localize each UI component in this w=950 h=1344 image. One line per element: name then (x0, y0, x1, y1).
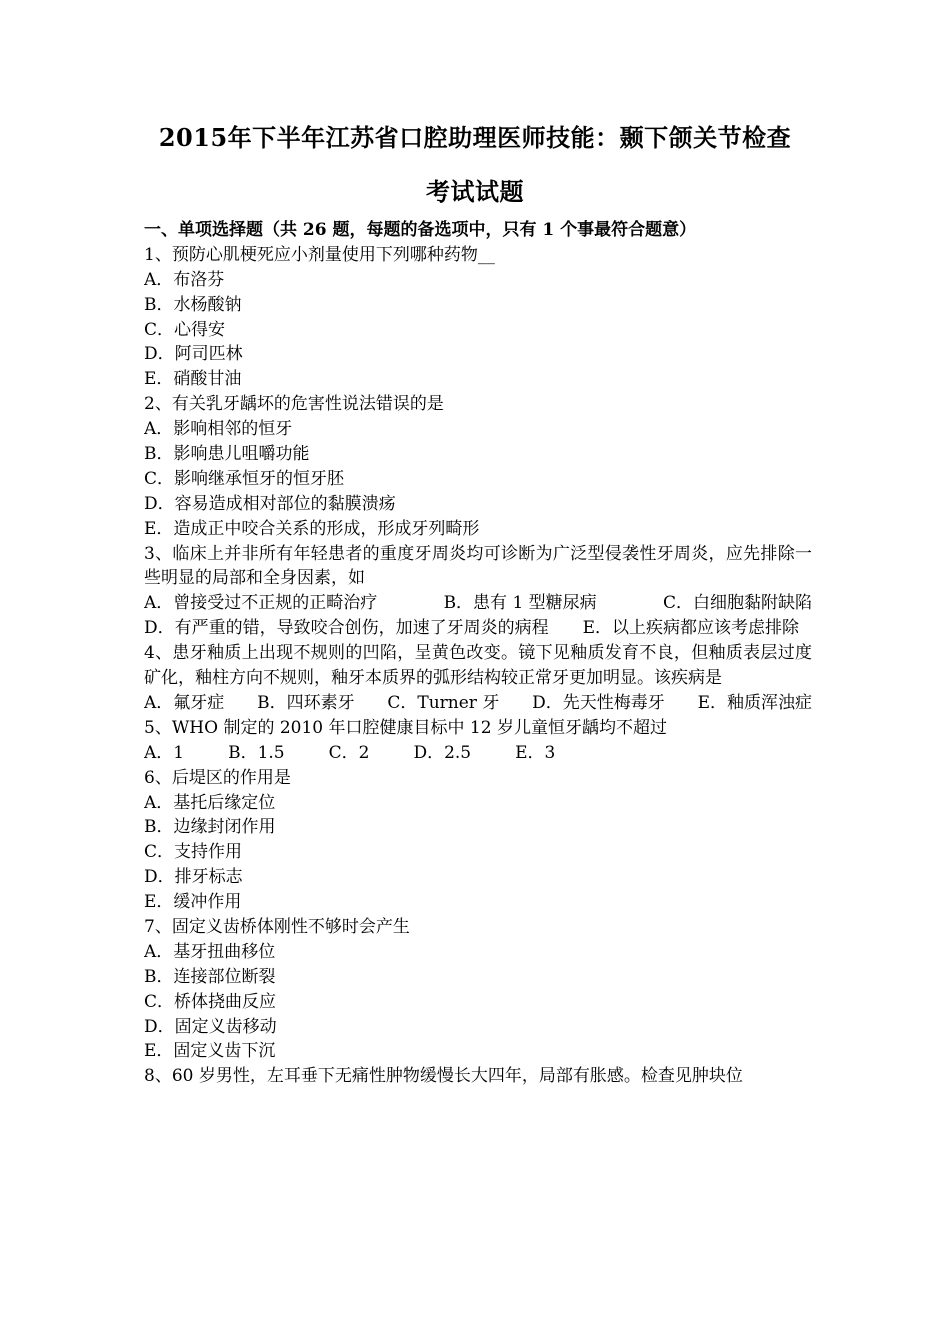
question-1-stem: 1、预防心肌梗死应小剂量使用下列哪种药物__ (144, 244, 495, 265)
question-4-option-c: C．Turner 牙 (387, 693, 500, 713)
question-3-option-d-e: D．有严重的错，导致咬合创伤，加速了牙周炎的病程 E．以上疾病都应该考虑排除 (144, 618, 800, 639)
question-6-option-c: C．支持作用 (144, 842, 243, 863)
question-5-stem: 5、WHO 制定的 2010 年口腔健康目标中 12 岁儿童恒牙龋均不超过 (144, 717, 667, 738)
document-title-line-2: 考试试题 (426, 177, 524, 206)
question-7-stem: 7、固定义齿桥体刚性不够时会产生 (144, 917, 410, 938)
question-1-option-a: A．布洛芬 (144, 269, 225, 290)
question-1-option-c: C．心得安 (144, 319, 226, 340)
question-2-stem: 2、有关乳牙龋坏的危害性说法错误的是 (144, 394, 444, 415)
question-1-option-b: B．水杨酸钠 (144, 294, 242, 315)
question-6-option-e: E．缓冲作用 (144, 892, 242, 913)
question-2-option-e: E．造成正中咬合关系的形成，形成牙列畸形 (144, 518, 480, 539)
question-5-option-c: C．2 (328, 742, 370, 763)
question-3-options-row (144, 591, 812, 616)
question-6-option-a: A．基托后缘定位 (144, 792, 276, 813)
question-7-option-b: B．连接部位断裂 (144, 966, 276, 987)
question-4-option-b: B．四环素牙 (257, 693, 355, 713)
question-5-option-a: A．1 (144, 742, 185, 763)
question-6-stem: 6、后堤区的作用是 (144, 767, 291, 788)
question-5-option-d: D．2.5 (413, 742, 472, 763)
question-7-option-d: D．固定义齿移动 (144, 1016, 277, 1037)
question-7-option-c: C．桥体挠曲反应 (144, 991, 277, 1012)
question-5-option-e: E．3 (515, 742, 556, 763)
question-6-option-d: D．排牙标志 (144, 867, 243, 888)
question-6-option-b: B．边缘封闭作用 (144, 817, 276, 838)
question-5-options-row (144, 741, 812, 766)
question-3-option-b: B．患有 1 型糖尿病 (443, 593, 597, 614)
document-body (144, 218, 812, 1089)
question-8-stem: 8、60 岁男性，左耳垂下无痛性肿物缓慢长大四年，局部有胀感。检查见肿块位 (144, 1066, 743, 1087)
question-3-stem: 3、临床上并非所有年轻患者的重度牙周炎均可诊断为广泛型侵袭性牙周炎，应先排除一些明显的局部和全身因素，如 (144, 543, 812, 589)
question-3-option-a: A．曾接受过不正规的正畸治疗 (144, 593, 378, 614)
question-4-options-row (144, 691, 812, 716)
question-4-option-a: A．氟牙症 (144, 693, 225, 713)
document-title-line-1: 2015年下半年江苏省口腔助理医师技能：颞下颌关节检查 (158, 123, 792, 152)
question-4-option-d: D．先天性梅毒牙 (532, 693, 665, 713)
question-1-option-e: E．硝酸甘油 (144, 369, 242, 390)
question-3-option-c: C．白细胞黏附缺陷 (662, 593, 812, 614)
section-heading: 一、单项选择题（共 26 题，每题的备选项中，只有 1 个事最符合题意） (144, 220, 697, 240)
question-2-option-a: A．影响相邻的恒牙 (144, 419, 293, 440)
question-4-option-e: E．釉质浑浊症 (697, 693, 812, 713)
question-1-option-d: D．阿司匹林 (144, 344, 243, 365)
question-7-option-e: E．固定义齿下沉 (144, 1041, 276, 1062)
question-7-option-a: A．基牙扭曲移位 (144, 941, 276, 962)
question-2-option-c: C．影响继承恒牙的恒牙胚 (144, 468, 345, 489)
question-2-option-b: B．影响患儿咀嚼功能 (144, 444, 310, 465)
question-4-stem: 4、患牙釉质上出现不规则的凹陷，呈黄色改变。镜下见釉质发育不良，但釉质表层过度矿化，釉柱方向不规则，釉牙本质界的弧形结构较正常牙更加明显。该疾病是 (144, 643, 812, 689)
question-2-option-d: D．容易造成相对部位的黏膜溃疡 (144, 493, 396, 514)
question-5-option-b: B．1.5 (228, 742, 285, 763)
